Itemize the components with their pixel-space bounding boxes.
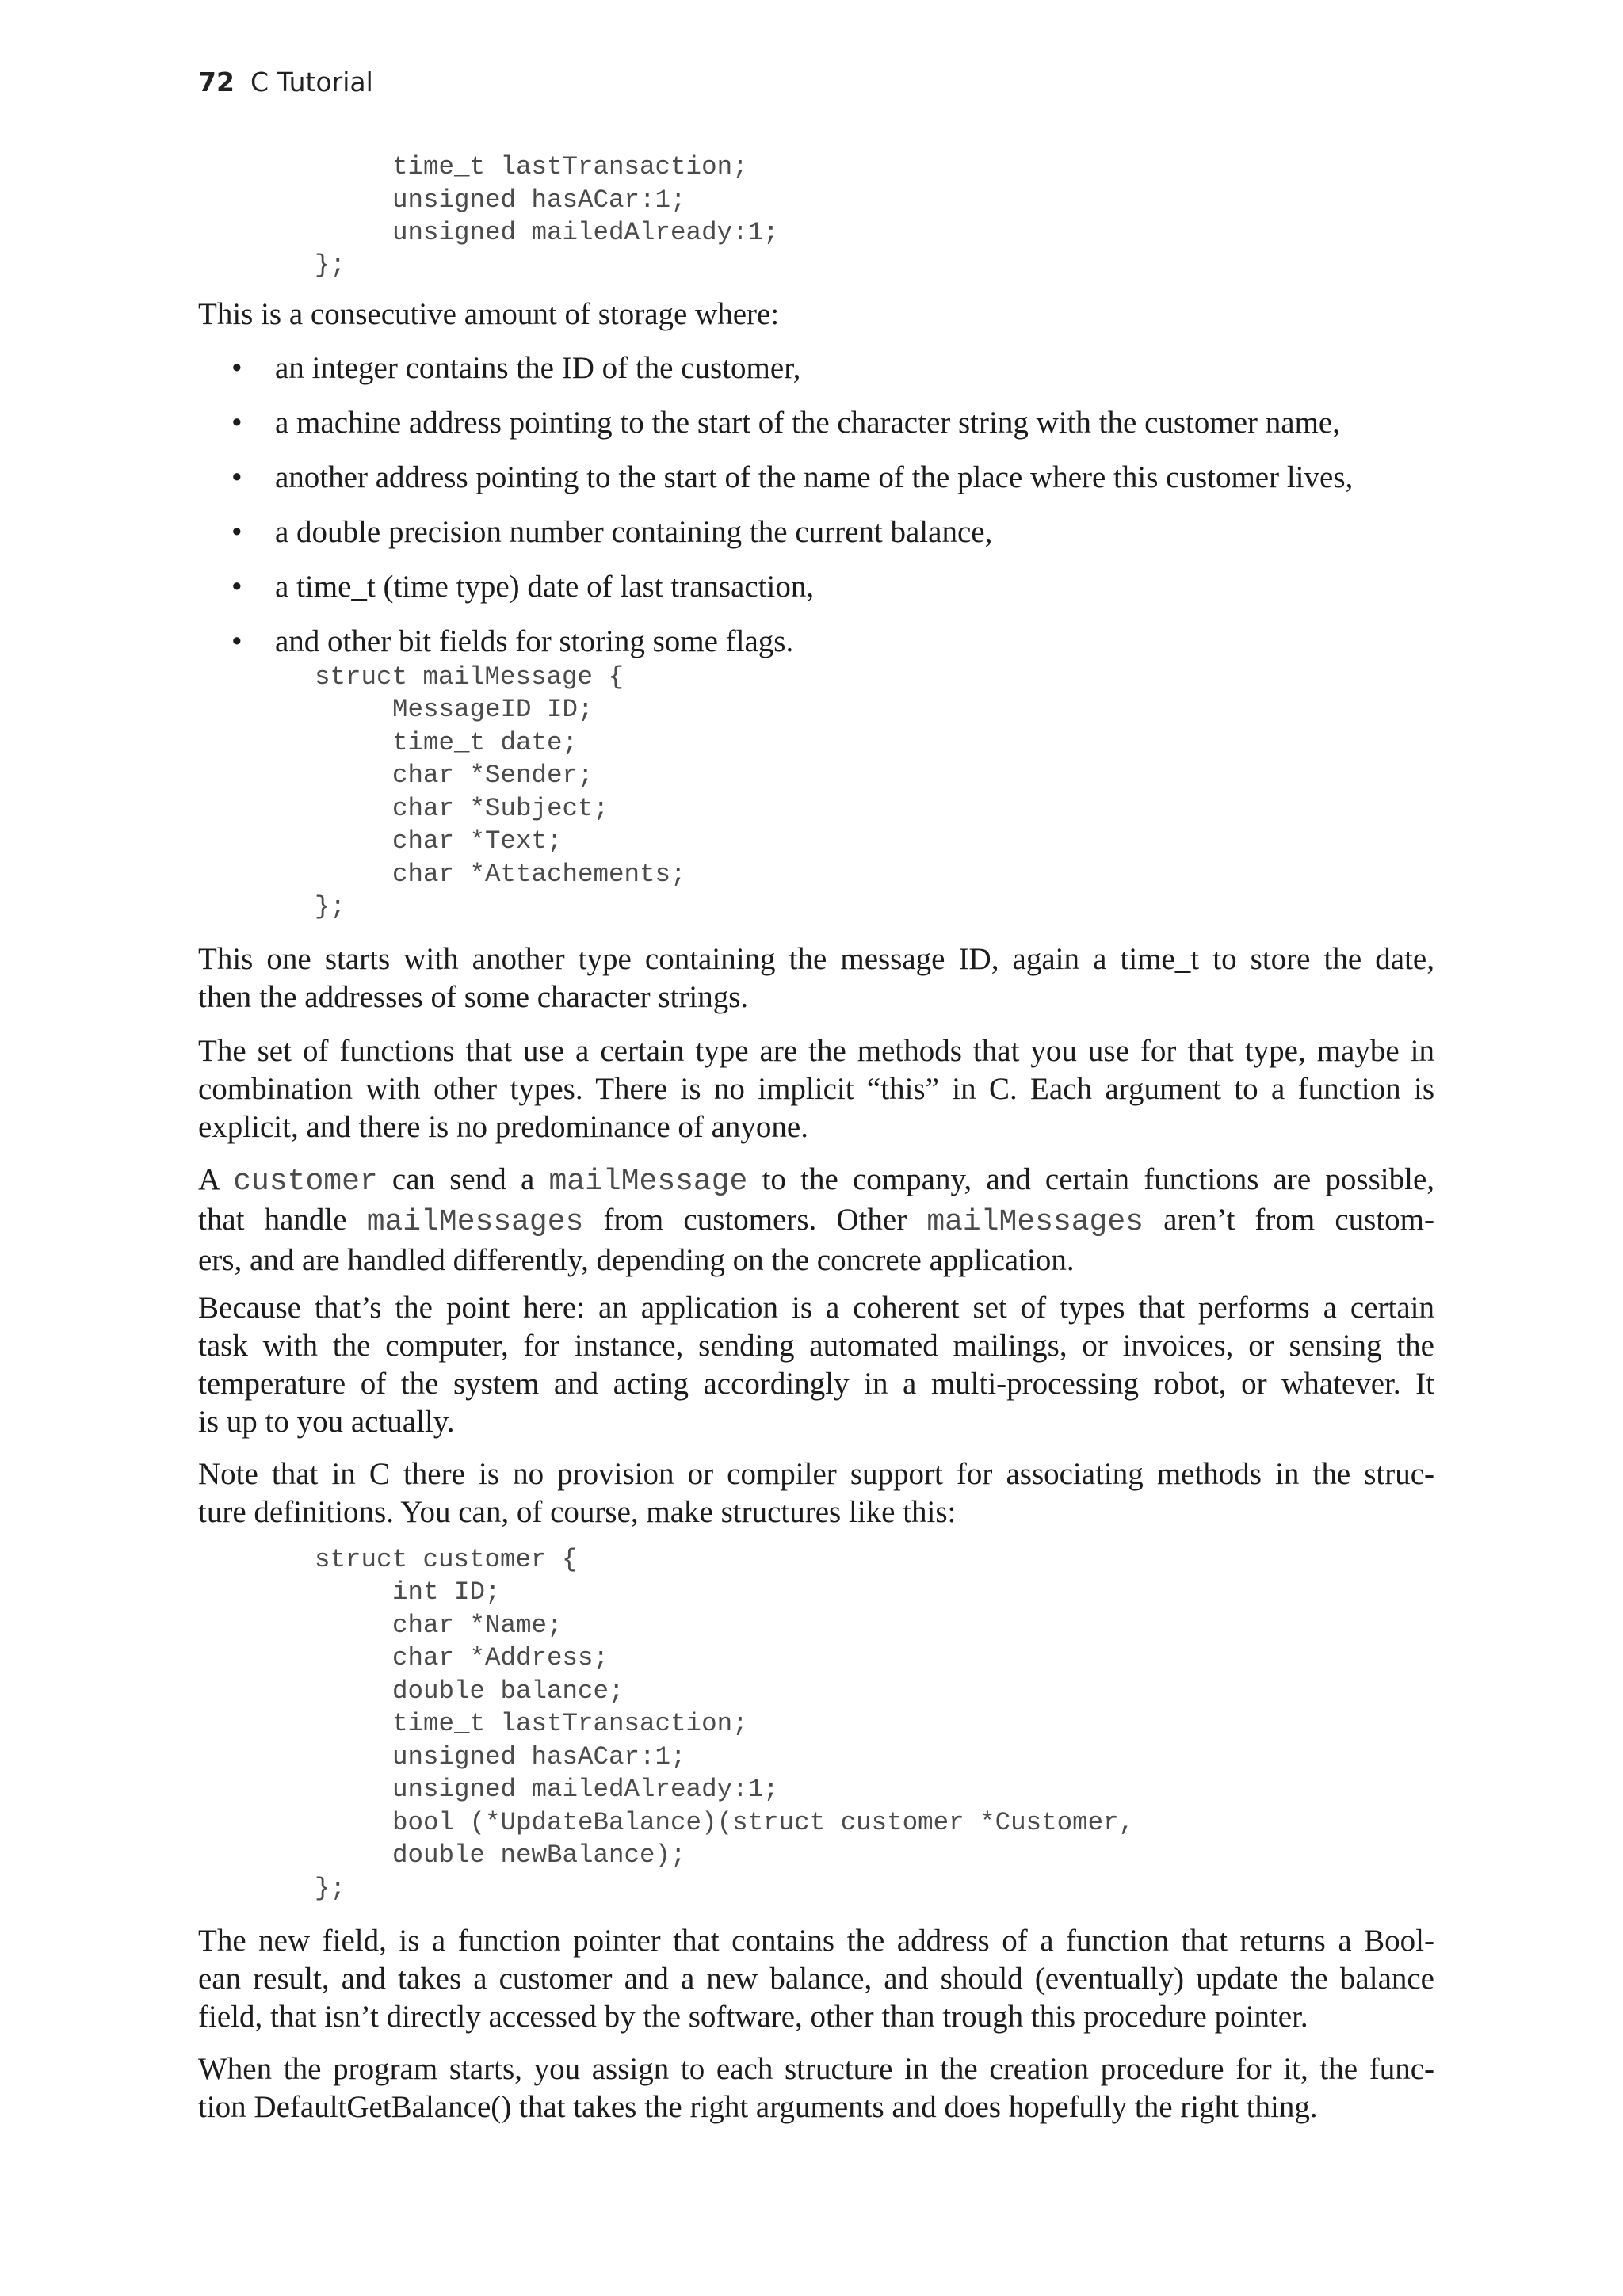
inline-code: mailMessages — [366, 1205, 584, 1239]
code-line: time_t date; — [392, 727, 579, 757]
code-block-mailmessage-open: struct mailMessage { — [315, 662, 624, 692]
bullet-icon: • — [231, 515, 242, 549]
code-line: unsigned mailedAlready:1; — [392, 1775, 779, 1804]
code-block-close: }; — [315, 250, 346, 280]
book-page: 72 C Tutorial time_t lastTransaction; unsigned hasACar:1; unsigned mailedAlready:1; }; This is a consecutive amount of storage where: • an integer contains the ID of the customer, • a machine address pointing to the start of the character string with the customer name, • another address pointing to the start of the name of the place where this customer lives, • a double precision number containing the current balance, • a time_t (time type) date of last transaction, • and other bit fields for storing some flags. struct mailMessage { MessageID ID; time_t date; char *Sender; char *Subject; char *Text; char *Attachements; }; This one starts with another type containing the message ID, again a time_t to store the date, then the addresses of some character strings. The set of functions that use a certain type are the methods that you use for that type, maybe in combination with other types. There is no implicit “this” in C. Each argument to a function is explicit, and there is no predominance of anyone. A customer can send a mailMessage to the company, and certain functions are possible, that handle mailMessages from customers. Other mailMessages aren’t from custom- ers, and are handled differently, depending on the concrete application. Because that’s the point here: an application is a coherent set of types that performs a certain task with the computer, for instance, sending automated mailings, or invoices, or sensing the temperature of the system and acting accordingly in a multi-processing robot, or whatever. It is up to you actually. Note that in C there is no provision or compiler support for associating methods in the struc- ture definitions. You can, of course, make structures like this: struct customer { int ID; char *Name; char *Address; double balance; time_t lastTransaction; unsigned hasACar:1; unsigned mailedAlready:1; bool (*UpdateBalance)(struct customer *Customer, double newBalance); }; The new field, is a function pointer that contains the address of a function that returns a Bool- ean result, and takes a customer and a new balance, and should (eventually) update the balance field, that isn’t directly accessed by the software, other than trough this procedure pointer. When the program starts, you assign to each structure in the creation procedure for it, the func- tion DefaultGetBalance() that takes the right arguments and does hopefully the right thing. — [0, 0, 1623, 2296]
paragraph: The set of functions that use a certain type are the methods that you use for that type, maybe in combination with other types. There is no implicit “this” in C. Each argument to a function is explicit, and there is no predominance of anyone. — [198, 1034, 1434, 1144]
code-line: time_t lastTransaction; — [392, 1709, 748, 1738]
code-line: unsigned hasACar:1; — [392, 185, 686, 215]
code-line: char *Name; — [392, 1610, 563, 1640]
code-line: unsigned mailedAlready:1; — [392, 218, 779, 247]
page-number: 72 — [198, 67, 235, 97]
code-line: char *Address; — [392, 1643, 609, 1672]
code-line: char *Sender; — [392, 761, 594, 790]
inline-code: mailMessages — [926, 1205, 1144, 1239]
paragraph: The new field, is a function pointer that contains the address of a function that returns a Bool- ean result, and takes a customer and a new balance, and should (eventually) update the balance field, that isn’t directly accessed by the software, other than trough this procedure pointer. — [198, 1924, 1434, 2034]
bullet-icon: • — [231, 460, 242, 494]
code-line: unsigned hasACar:1; — [392, 1741, 686, 1772]
code-block-customer-tail — [392, 151, 779, 250]
code-block-mailmessage-fields — [392, 693, 686, 891]
paragraph: Note that in C there is no provision or compiler support for associating methods in the struc- ture definitions. You can, of course, make structures like this: — [198, 1457, 1434, 1529]
code-line: int ID; — [392, 1577, 501, 1607]
paragraph: A customer can send a mailMessage to the company, and certain functions are possible, that handle mailMessages from customers. Other mailMessages aren’t from custom- ers, and are handled differently, depending on the concrete application. — [198, 1162, 1435, 1277]
paragraph: When the program starts, you assign to each structure in the creation procedure for it, the func- tion DefaultGetBalance() that takes the right arguments and does hopefully the right thing. — [198, 2052, 1434, 2124]
bullet-icon: • — [231, 406, 242, 440]
inline-code: customer — [233, 1165, 378, 1199]
bullet-icon: • — [231, 351, 242, 385]
code-block-customer-open: struct customer { — [315, 1545, 578, 1574]
intro-paragraph: This is a consecutive amount of storage where: — [198, 297, 780, 331]
code-line: char *Text; — [392, 826, 563, 856]
code-block-customer-close: }; — [315, 1874, 346, 1903]
code-block-customer-fields — [392, 1576, 1134, 1872]
running-header — [198, 67, 373, 97]
code-line: time_t lastTransaction; — [392, 152, 748, 181]
code-block-mailmessage-close: }; — [315, 892, 346, 921]
code-line: char *Subject; — [392, 793, 609, 823]
book-title: C Tutorial — [250, 67, 373, 97]
code-line: double newBalance); — [392, 1840, 686, 1870]
code-line: MessageID ID; — [392, 695, 594, 724]
paragraph: Because that’s the point here: an application is a coherent set of types that performs a certain task with the computer, for instance, sending automated mailings, or invoices, or sensing the temperature of the system and acting accordingly in a multi-processing robot, or whatever. It is up to you actually. — [198, 1291, 1434, 1439]
code-line: bool (*UpdateBalance)(struct customer *Customer, — [392, 1807, 1135, 1837]
paragraph: This one starts with another type containing the message ID, again a time_t to store the date, then the addresses of some character strings. — [198, 942, 1434, 1014]
bullet-icon: • — [231, 570, 242, 604]
inline-code: mailMessage — [548, 1165, 748, 1199]
code-line: char *Attachements; — [392, 859, 686, 889]
bullet-icon: • — [231, 624, 242, 658]
code-line: double balance; — [392, 1676, 624, 1706]
